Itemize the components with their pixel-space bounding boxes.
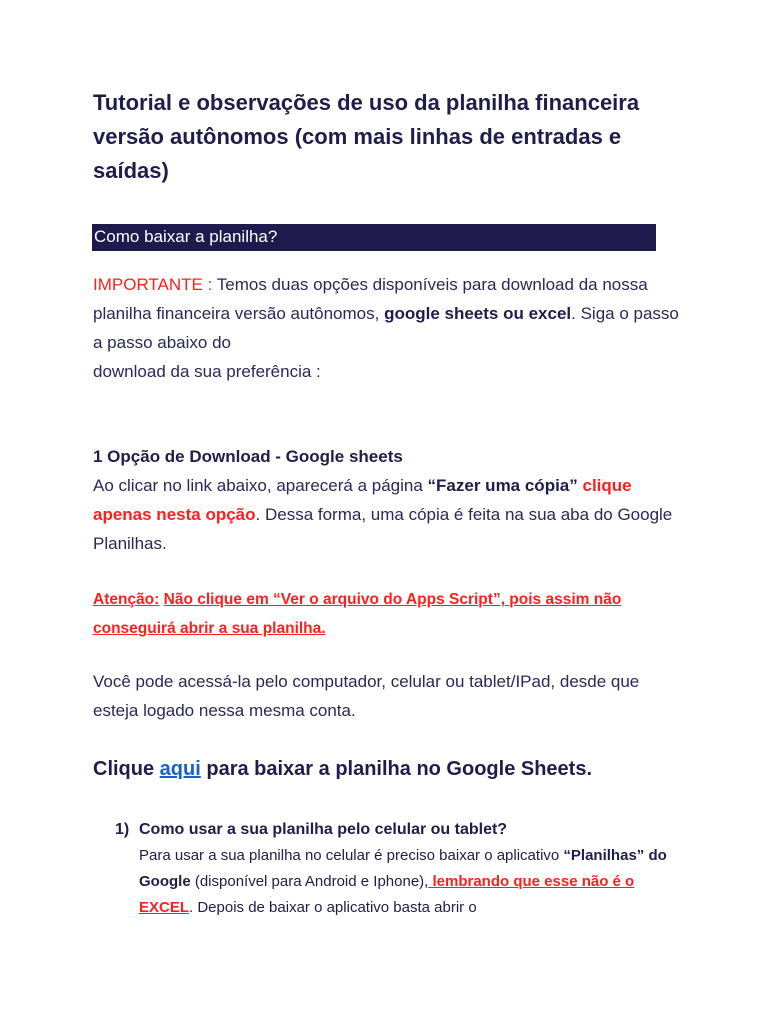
option1-bold: “Fazer uma cópia” [427, 476, 578, 495]
intro-bold: google sheets ou excel [384, 304, 572, 323]
intro-paragraph [93, 270, 683, 386]
list-item-text-3: . Depois de baixar o aplicativo basta abrir o [189, 899, 477, 916]
cta-before: Clique [93, 758, 160, 780]
intro-text-3: download da sua preferência : [93, 362, 321, 381]
download-link[interactable]: aqui [159, 758, 201, 780]
option1-red: clique apenas nesta opção [93, 476, 632, 524]
warning-text: Não clique em “Ver o arquivo do Apps Script”, pois assim não conseguirá abrir a sua planilha. [93, 591, 622, 637]
option1-text-2: . Dessa forma, uma cópia é feita na sua aba do Google Planilhas. [93, 505, 673, 553]
list-item-number: 1) [115, 821, 130, 838]
list-item-text-2: (disponível para Android e Iphone), [190, 873, 429, 890]
section-heading-bar [92, 224, 656, 251]
option1-heading: 1 Opção de Download - Google sheets [93, 447, 403, 466]
option1-paragraph [93, 442, 683, 558]
access-note: Você pode acessá-la pelo computador, celular ou tablet/IPad, desde que esteja logado nessa mesma conta. [93, 672, 640, 720]
cta-after: para baixar a planilha no Google Sheets. [200, 758, 593, 780]
document-title: Tutorial e observações de uso da planilha financeira versão autônomos (com mais linhas de entradas e saídas) [93, 90, 640, 183]
intro-text-2: . Siga o passo a passo abaixo do [93, 304, 679, 352]
cta-line [93, 755, 592, 783]
warning-label: Atenção: [93, 591, 160, 608]
intro-text-1: Temos duas opções disponíveis para download da nossa planilha financeira versão autônomos, [93, 275, 648, 323]
important-label: IMPORTANTE : [93, 275, 213, 294]
list-item-title: Como usar a sua planilha pelo celular ou tablet? [139, 821, 508, 838]
list-item-bold: “Planilhas” do Google [139, 847, 667, 890]
warning-paragraph [93, 585, 683, 643]
list-item-red: lembrando que esse não é o EXCEL [139, 873, 635, 916]
section-heading: Como baixar a planilha? [94, 227, 278, 246]
option1-text-1: Ao clicar no link abaixo, aparecerá a página [93, 476, 428, 495]
list-item-body [139, 843, 679, 921]
list-item-text-1: Para usar a sua planilha no celular é preciso baixar o aplicativo [139, 847, 564, 864]
